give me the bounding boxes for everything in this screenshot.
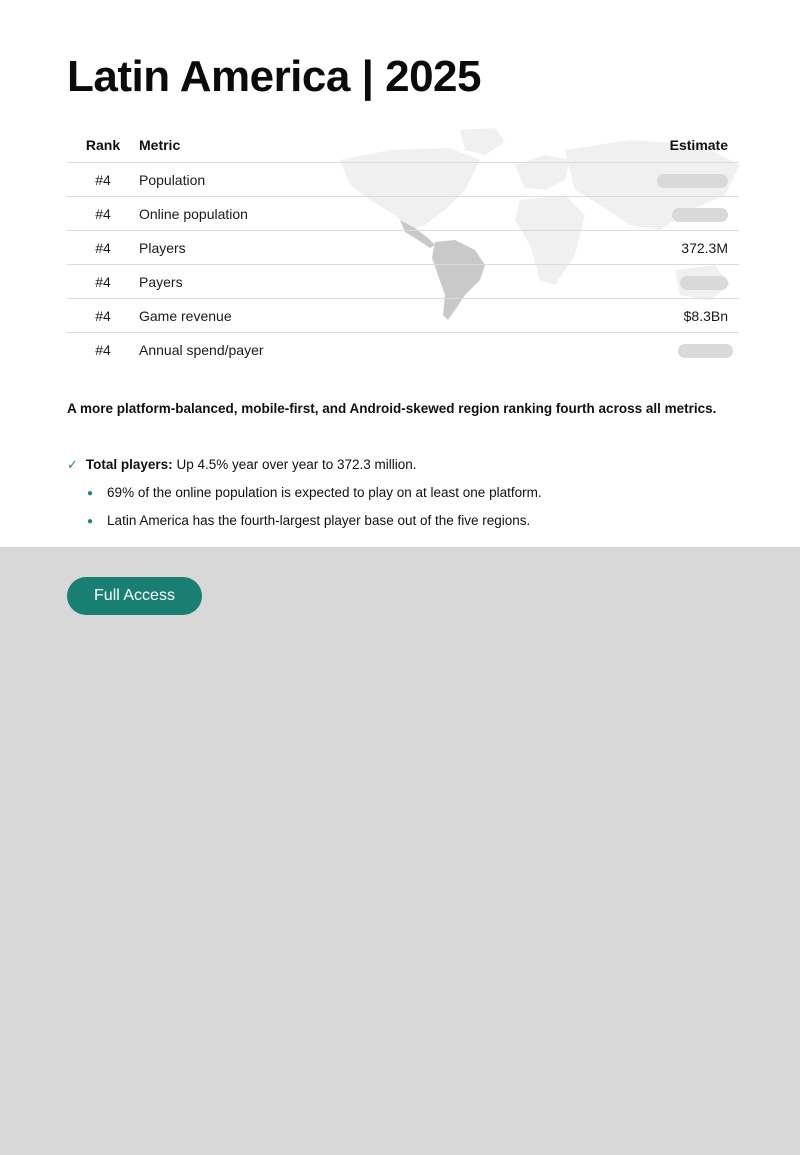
highlight-total-players: [67, 457, 417, 473]
summary-text: A more platform-balanced, mobile-first, and Android-skewed region ranking fourth across all metrics.: [67, 401, 717, 416]
rank-cell: #4: [67, 163, 139, 197]
estimate-cell-locked: [501, 197, 739, 231]
rank-cell: #4: [67, 265, 139, 299]
highlight-text: Up 4.5% year over year to 372.3 million.: [172, 457, 417, 472]
list-item-text: 69% of the online population is expected to play on at least one platform.: [107, 485, 542, 500]
rank-cell: #4: [67, 299, 139, 333]
rank-cell: #4: [67, 231, 139, 265]
list-item: [87, 485, 542, 500]
table-header-row: [67, 128, 739, 163]
highlight-label: Total players:: [85, 457, 173, 472]
metric-cell: Online population: [139, 197, 501, 231]
estimate-cell: $8.3Bn: [501, 299, 739, 333]
estimate-header: Estimate: [501, 128, 739, 163]
rank-header: Rank: [67, 128, 139, 163]
table-row: [67, 299, 739, 333]
bullet-icon: ●: [87, 516, 94, 527]
metric-header: Metric: [139, 128, 501, 163]
metric-cell: Annual spend/payer: [139, 341, 264, 358]
metric-cell: Game revenue: [139, 299, 501, 333]
table-row: [67, 163, 739, 197]
locked-content-overlay: [0, 547, 800, 1155]
table-row: [67, 231, 739, 265]
metric-cell: Population: [139, 163, 501, 197]
table-row: [67, 333, 739, 367]
checkmark-icon: ✓: [67, 457, 78, 472]
estimate-cell-locked: [501, 265, 739, 299]
full-access-button[interactable]: Full Access: [67, 577, 202, 615]
metrics-table: [67, 128, 739, 366]
metric-cell: Players: [139, 231, 501, 265]
estimate-cell-locked: [501, 163, 739, 197]
bullet-icon: ●: [87, 488, 94, 499]
list-item-text: Latin America has the fourth-largest player base out of the five regions.: [107, 513, 531, 528]
blurred-value: [657, 174, 728, 188]
blurred-value: [680, 276, 728, 290]
rank-cell: #4: [95, 341, 111, 358]
rank-cell: #4: [67, 197, 139, 231]
table-row: [67, 197, 739, 231]
page-title: Latin America | 2025: [67, 52, 481, 101]
table-row: [67, 265, 739, 299]
blurred-value: [678, 344, 733, 358]
estimate-cell-locked: [501, 333, 739, 367]
metric-cell: Payers: [139, 265, 501, 299]
estimate-cell: 372.3M: [501, 231, 739, 265]
list-item: [87, 513, 530, 528]
blurred-value: [672, 208, 728, 222]
